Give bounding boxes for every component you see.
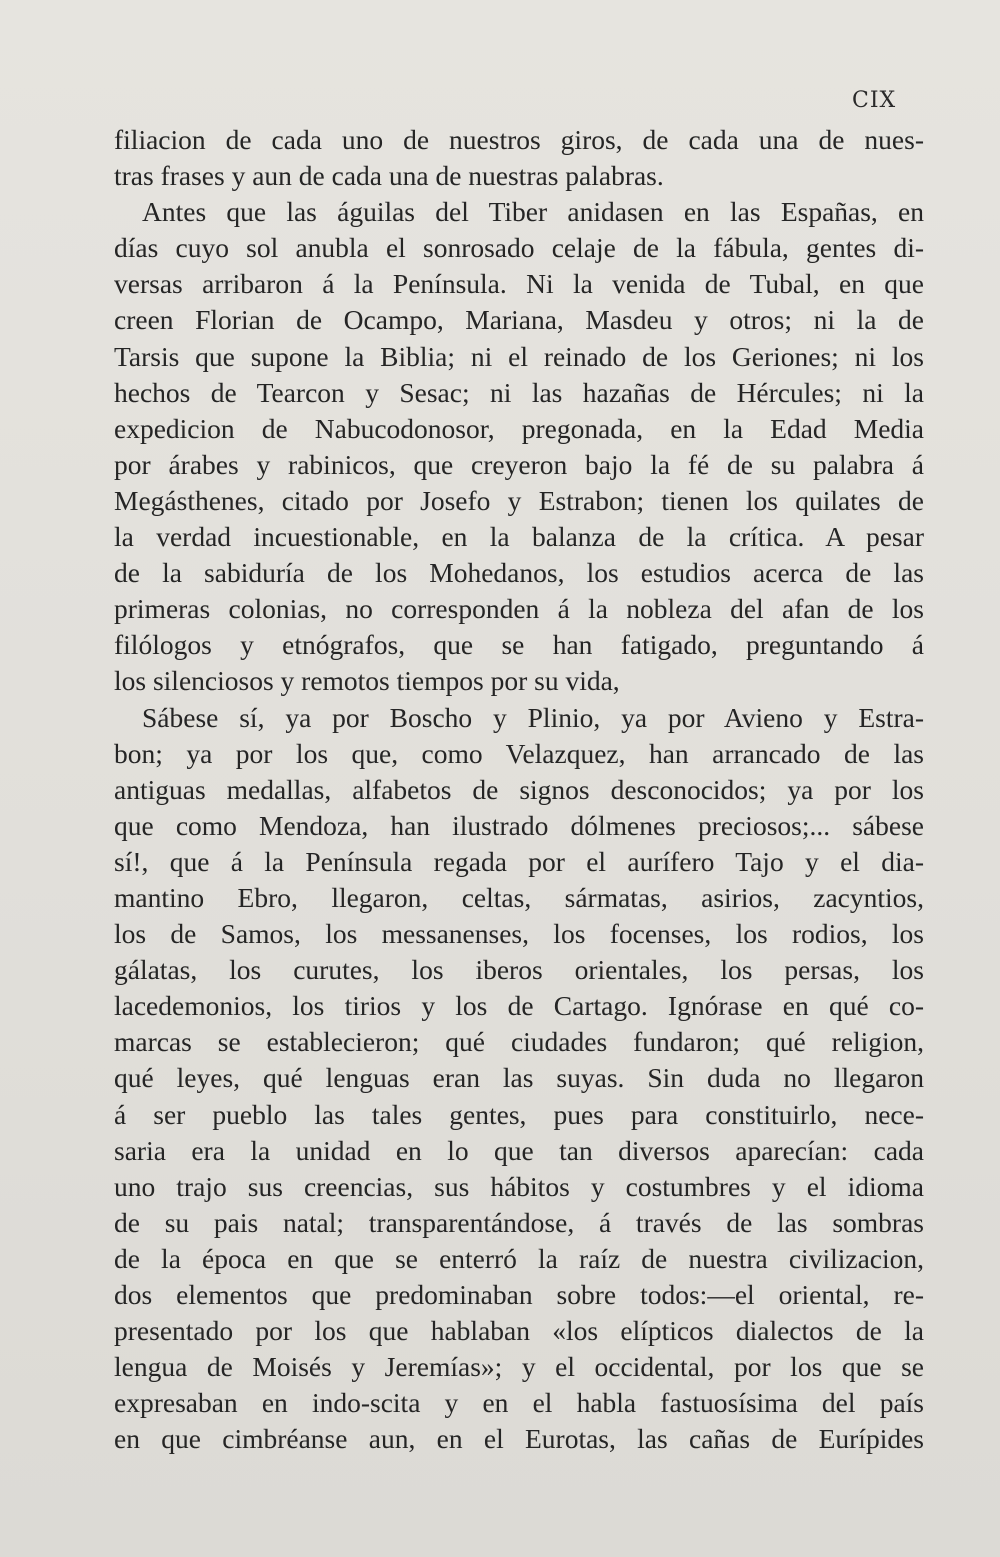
text-line: de su pais natal; transparentándose, á través de las sombras xyxy=(114,1206,924,1238)
text-line: filiacion de cada uno de nuestros giros, de cada una de nues- xyxy=(114,124,924,155)
text-line: filólogos y etnógrafos, que se han fatigado, preguntando á xyxy=(114,629,924,661)
page-number: CIX xyxy=(852,88,897,113)
text-line: tras frases y aun de cada una de nuestras palabras. xyxy=(114,160,664,192)
text-line: por árabes y rabinicos, que creyeron bajo la fé de su palabra á xyxy=(114,448,924,480)
text-line: qué leyes, qué lenguas eran las suyas. Sin duda no llegaron xyxy=(114,1062,924,1094)
text-line: marcas se establecieron; qué ciudades fundaron; qué religion, xyxy=(114,1026,924,1058)
text-line: lengua de Moisés y Jeremías»; y el occidental, por los que se xyxy=(114,1351,924,1383)
text-line: á ser pueblo las tales gentes, pues para constituirlo, nece- xyxy=(114,1098,924,1130)
text-line: los de Samos, los messanenses, los focenses, los rodios, los xyxy=(114,918,924,950)
text-line: bon; ya por los que, como Velazquez, han arrancado de las xyxy=(114,737,924,769)
text-line: de la sabiduría de los Mohedanos, los estudios acerca de las xyxy=(114,557,924,589)
text-line: presentado por los que hablaban «los elípticos dialectos de la xyxy=(114,1315,924,1347)
text-line: expedicion de Nabucodonosor, pregonada, en la Edad Media xyxy=(114,412,924,444)
text-line: en que cimbréanse aun, en el Eurotas, las cañas de Eurípides xyxy=(114,1423,924,1455)
text-line: versas arribaron á la Península. Ni la venida de Tubal, en que xyxy=(114,268,924,300)
text-line: lacedemonios, los tirios y los de Cartago. Ignórase en qué co- xyxy=(114,990,924,1022)
text-line: saria era la unidad en lo que tan diversos aparecían: cada xyxy=(114,1134,924,1166)
text-line: Megásthenes, citado por Josefo y Estrabon; tienen los quilates de xyxy=(114,484,924,516)
text-line: Tarsis que supone la Biblia; ni el reinado de los Geriones; ni los xyxy=(114,340,924,372)
text-line: uno trajo sus creencias, sus hábitos y costumbres y el idioma xyxy=(114,1170,924,1202)
body-text xyxy=(114,122,924,1457)
text-line: Sábese sí, ya por Boscho y Plinio, ya por Avieno y Estra- xyxy=(142,701,924,733)
paragraph xyxy=(114,122,924,194)
paragraph xyxy=(114,700,924,1458)
text-line: Antes que las águilas del Tiber anidasen en las Españas, en xyxy=(142,196,924,228)
text-line: creen Florian de Ocampo, Mariana, Masdeu y otros; ni la de xyxy=(114,304,924,336)
text-line: días cuyo sol anubla el sonrosado celaje de la fábula, gentes di- xyxy=(114,232,924,264)
text-line: la verdad incuestionable, en la balanza de la crítica. A pesar xyxy=(114,521,924,553)
text-line: mantino Ebro, llegaron, celtas, sármatas, asirios, zacyntios, xyxy=(114,881,924,913)
text-line: de la época en que se enterró la raíz de nuestra civilizacion, xyxy=(114,1242,924,1274)
text-line: gálatas, los curutes, los iberos orientales, los persas, los xyxy=(114,954,924,986)
text-line: sí!, que á la Península regada por el aurífero Tajo y el dia- xyxy=(114,845,924,877)
text-line: dos elementos que predominaban sobre todos:—el oriental, re- xyxy=(114,1279,924,1310)
text-line: los silenciosos y remotos tiempos por su vida, xyxy=(114,665,620,697)
text-line: antiguas medallas, alfabetos de signos desconocidos; ya por los xyxy=(114,773,924,805)
text-line: expresaban en indo-scita y en el habla fastuosísima del país xyxy=(114,1387,924,1419)
paragraph xyxy=(114,194,924,699)
text-line: hechos de Tearcon y Sesac; ni las hazañas de Hércules; ni la xyxy=(114,376,924,408)
text-line: que como Mendoza, han ilustrado dólmenes preciosos;... sábese xyxy=(114,809,924,841)
text-line: primeras colonias, no corresponden á la nobleza del afan de los xyxy=(114,593,924,625)
